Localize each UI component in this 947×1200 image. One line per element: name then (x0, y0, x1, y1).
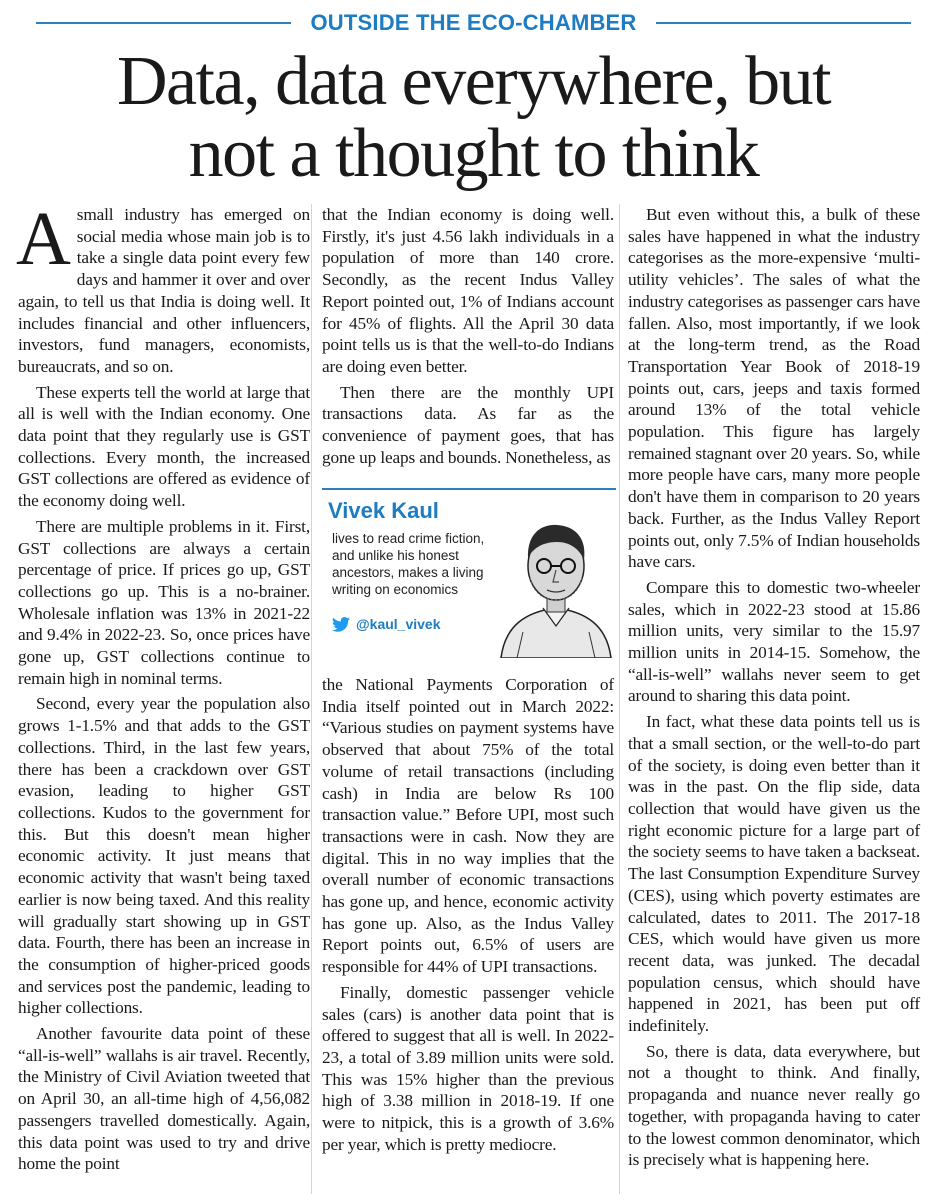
paragraph: In fact, what these data points tell us is that a small section, or the well-to-do part of the society, is doing even better than it was in the past. On the flip side, data collection that would have given us the right economic picture for a large part of the society seems to have taken a backseat. The last Consumption Expenditure Survey (CES), using which poverty estimates are calculated, dates to 2011. The 2017-18 CES, which would have given us more recent data, was junked. The decadal population census, which should have happened in 2021, has been put off indefinitely. (628, 712, 920, 1036)
paragraph-text: small industry has emerged on social media whose main job is to take a single data point every few days and hammer it over and over again, to tell us that India is doing well. It includes financial and other influencers, investors, fund managers, economists, bureaucrats, and so on. (18, 205, 310, 376)
kicker-text: OUTSIDE THE ECO-CHAMBER (300, 10, 646, 35)
paragraph: Then there are the monthly UPI transactions data. As far as the convenience of payment goes, that has gone up leaps and bounds. Nonetheless, as (322, 382, 614, 467)
author-name: Vivek Kaul (328, 498, 439, 523)
paragraph: Finally, domestic passenger vehicle sales (cars) is another data point that is offered to suggest that all is well. In 2022-23, a total of 3.89 million units were sold. This was 15% higher than the previous high of 3.38 million in 2018-19. If one were to nitpick, this is a growth of 3.6% per year, which is pretty mediocre. (322, 982, 614, 1154)
author-box (322, 488, 616, 660)
paragraph: There are multiple problems in it. First, GST collections are always a certain percentage of price. If prices go up, GST collections go up. This is a no-brainer. Wholesale inflation was 13% in 2021-22 and 9.4% in 2022-23. So, once prices have gone up, GST collections continue to remain high in nominal terms. (18, 516, 310, 688)
article-column-3 (628, 204, 920, 1171)
paragraph: the National Payments Corporation of India itself pointed out in March 2022: “Various studies on payment systems have observed that about 75% of the total volume of retail transactions (including cash) in India are below Rs 100 transaction value.” Before UPI, most such transactions were in cash. Now they are digital. This in no way implies that the overall number of economic transactions has gone up, and hence, economic activity has gone up. Also, as the Indus Valley Report points out, 6.5% of users are responsible for 44% of UPI transactions. (322, 675, 614, 977)
paragraph: Compare this to domestic two-wheeler sales, which in 2022-23 stood at 15.86 million units, very similar to the 15.97 million units in 2014-15. Somehow, the “all-is-well” wallahs never seem to get around to sharing this data point. (628, 577, 920, 706)
headline (10, 43, 937, 192)
paragraph: But even without this, a bulk of these sales have happened in what the industry categorises as the more-expensive ‘multi-utility vehicles’. The sales of what the industry categorises as passenger cars have fallen. Also, most importantly, if we look at the long-term trend, as the Road Transportation Year Book of 2018-19 points out, cars, jeeps and taxis formed around 13% of the total vehicle population. This figure has largely remained stagnant over 20 years. So, while more people have cars, many more people don't have them in comparison to 20 years back. Further, as the Indus Valley Report points out, only 7.5% of Indian households have cars. (628, 205, 920, 572)
paragraph (16, 197, 310, 378)
kicker-bar (36, 8, 911, 38)
headline-line-1: Data, data everywhere, but (116, 43, 831, 120)
paragraph: Another favourite data point of these “all-is-well” wallahs is air travel. Recently, the Ministry of Civil Aviation tweeted that on April 30, an all-time high of 4,56,082 passengers travelled domestically. Again, this data point was used to try and drive home the point (18, 1024, 310, 1174)
paragraph: Second, every year the population also grows 1-1.5% and that adds to the GST collections. Third, in the last few years, there has been a crackdown over GST evasion, leading to higher GST collections. Kudos to the government for this. But this doesn't mean higher economic activity. It just means that economic activity that wasn't being taxed earlier is now being taxed. And this reality will gradually start showing up in GST data. Fourth, there has been an increase in the consumption of higher-priced goods and services post the pandemic, leading to higher collections. (18, 694, 310, 1018)
paragraph: So, there is data, data everywhere, but not a thought to think. And finally, propaganda and nuance never really go together, with propaganda having to cater to the lowest common denominator, which is precisely what is happening here. (628, 1041, 920, 1170)
article-column-1 (16, 197, 310, 1175)
article-column-2-top (322, 204, 614, 468)
headline-line-2: not a thought to think (188, 115, 759, 192)
paragraph: that the Indian economy is doing well. Firstly, it's just 4.56 lakh individuals in a population of more than 140 crore. Secondly, as the recent Indus Valley Report pointed out, 1% of Indians account for 45% of flights. All the April 30 data point tells us is that the well-to-do Indians are doing even better. (322, 205, 614, 376)
column-divider-1 (311, 204, 312, 1194)
paragraph: These experts tell the world at large that all is well with the Indian economy. One data point that they regularly use is GST collections. Every month, the increased GST collections are offered as evidence of the economy doing well. (18, 382, 310, 511)
article-column-2-bottom (322, 674, 614, 1155)
author-portrait (497, 508, 615, 658)
twitter-bird-icon (332, 617, 350, 632)
drop-cap: A (16, 197, 71, 281)
column-divider-2 (619, 204, 620, 1194)
author-bio: lives to read crime fiction, and unlike his honest ancestors, makes a living writing on economics (332, 531, 485, 597)
author-handle: @kaul_vivek (356, 616, 441, 632)
author-box-rule (322, 488, 616, 490)
author-twitter-link[interactable] (332, 616, 441, 632)
kicker-label (36, 8, 911, 38)
